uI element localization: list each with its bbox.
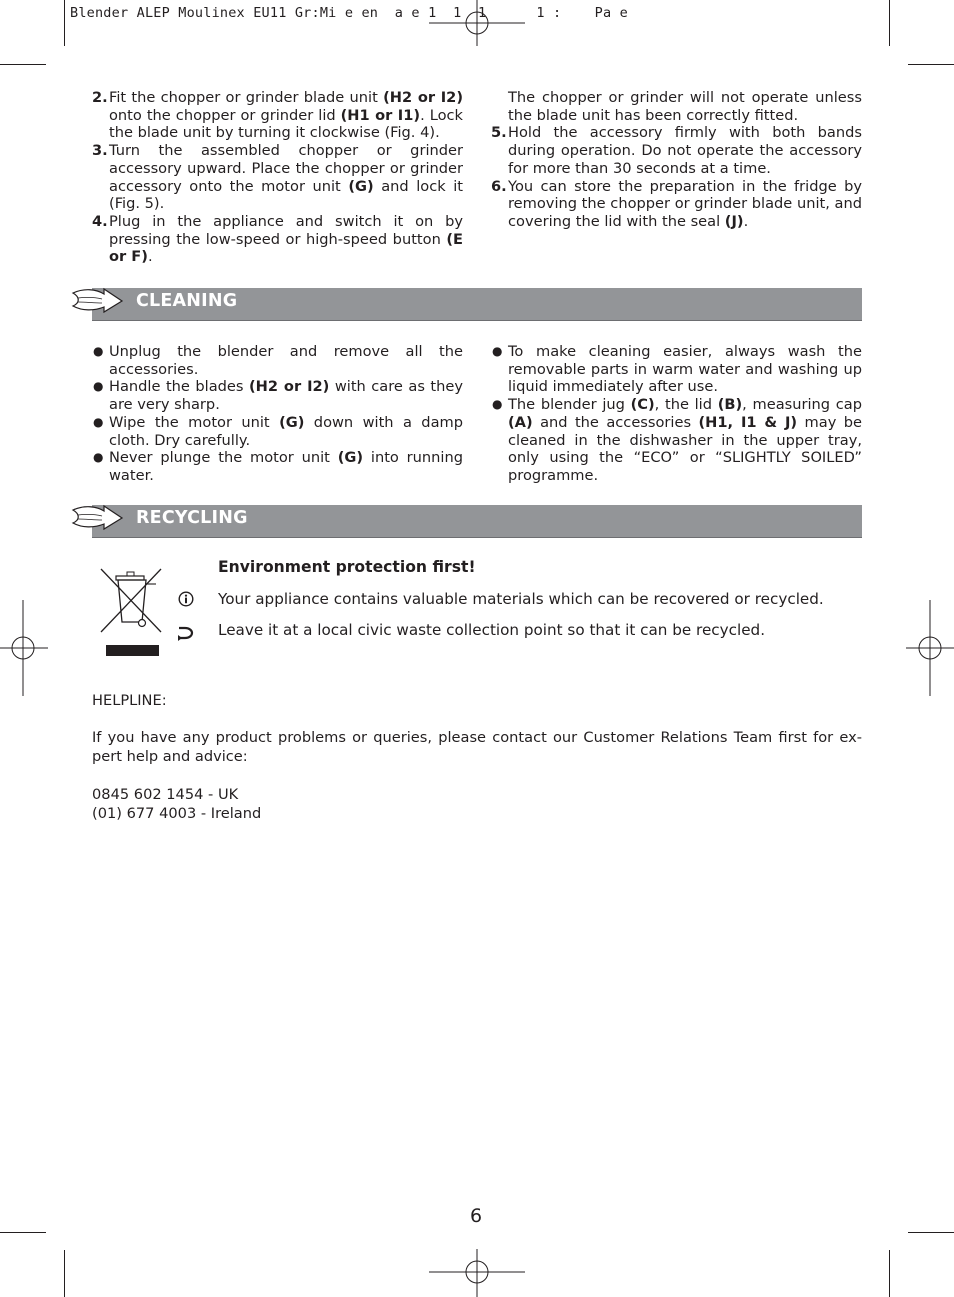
text-segment: , the lid (654, 396, 718, 414)
crop-mark (64, 0, 65, 46)
part-reference: (J) (724, 212, 744, 230)
instructions-left-column (92, 89, 463, 266)
part-reference: (G) (348, 177, 374, 195)
slug-line: Blender ALEP Moulinex EU11 Gr:Mi e en a e 1 1 1 1 : Pa e (70, 5, 628, 21)
text-segment: Plug in the appliance and switch it on by pressing the low-speed or high-speed button (109, 212, 463, 248)
cleaning-bullet-item (92, 378, 463, 413)
instruction-step (491, 124, 862, 177)
part-reference: (H1, I1 & J) (698, 413, 798, 431)
part-reference: (H1 or I1) (340, 106, 421, 124)
step-number: 5. (491, 124, 507, 142)
bullet-icon: ● (93, 450, 104, 465)
text-segment: . (147, 248, 153, 266)
environment-title: Environment protection first! (218, 558, 476, 576)
step-number: 6. (491, 177, 507, 195)
text-segment: The blender jug (508, 396, 631, 414)
helpline-text: If you have any product problems or queries, please contact our Customer Relations Team first for ex-pert help and advice: (92, 729, 862, 765)
part-reference: (C) (630, 396, 655, 414)
cleaning-right-column (491, 343, 862, 485)
text-segment: , measuring cap (742, 396, 862, 414)
instruction-step (491, 89, 862, 124)
text-segment: Wipe the motor unit (109, 413, 280, 431)
text-segment: down with a damp cloth. Dry carefully. (109, 413, 463, 449)
cleaning-bullet-item (92, 343, 463, 378)
text-segment: Fit the chopper or grinder blade unit (109, 89, 384, 106)
registration-mark-right (906, 600, 954, 696)
bullet-icon: ● (93, 344, 104, 358)
part-reference: (G) (337, 449, 364, 467)
text-segment: with care as they are very sharp. (109, 378, 463, 414)
step-number: 4. (92, 212, 108, 230)
text-segment: onto the chopper or grinder lid (109, 106, 341, 124)
part-reference: (H2 or I2) (383, 89, 463, 106)
part-reference: (G) (279, 413, 305, 431)
text-segment: To make cleaning easier, always wash the removable parts in warm water and washing up liquid immediately after use. (508, 343, 862, 396)
text-segment: Never plunge the motor unit (109, 449, 338, 467)
text-segment: Hold the accessory firmly with both bands during operation. Do not operate the accessory for more than 30 seconds at a time. (508, 124, 862, 177)
text-segment: may be cleaned in the dishwasher in the upper tray, only using the “ECO” or “SLIGHTLY SOILED” programme. (508, 413, 862, 484)
bullet-icon: ● (492, 397, 503, 412)
text-segment: and lock it (Fig. 5). (109, 177, 463, 213)
registration-mark-left (0, 600, 48, 696)
part-reference: (B) (717, 396, 743, 414)
crop-mark (889, 1250, 890, 1297)
instruction-step (491, 178, 862, 231)
registration-mark-top (429, 0, 525, 48)
instructions-right-column (491, 89, 862, 231)
bullet-icon: ● (93, 414, 104, 429)
text-segment: into running water. (109, 449, 463, 484)
text-segment: Handle the blades (109, 378, 249, 396)
text-segment: You can store the preparation in the fridge by removing the chopper or grinder blade unit, and covering the lid with the seal (508, 177, 862, 230)
cleaning-bullet-item (491, 343, 862, 396)
crop-mark (908, 64, 954, 65)
cleaning-title: CLEANING (136, 291, 238, 311)
helpline-label: HELPLINE: (92, 692, 167, 709)
crop-mark (908, 1232, 954, 1233)
bullet-icon: ● (93, 379, 104, 394)
crop-mark (0, 64, 46, 65)
crop-mark (889, 0, 890, 46)
info-icon (178, 591, 195, 608)
step-number: 2. (92, 89, 108, 106)
cleaning-bullet-item (491, 396, 862, 485)
text-segment: Unplug the blender and remove all the accessories. (109, 343, 463, 378)
text-segment: The chopper or grinder will not operate unless the blade unit has been correctly fitted. (508, 89, 862, 124)
recycle-instruction-line: Leave it at a local civic waste collection point so that it can be recycled. (218, 621, 766, 639)
text-segment: . (743, 212, 749, 230)
phone-ireland: (01) 677 4003 - Ireland (92, 805, 262, 822)
crop-mark (64, 1250, 65, 1297)
arrow-return-icon (177, 625, 195, 641)
weee-crossed-bin-icon (98, 566, 166, 658)
recycling-title: RECYCLING (136, 508, 248, 528)
recycling-section-header (92, 505, 862, 538)
cleaning-left-column (92, 343, 463, 485)
phone-uk: 0845 602 1454 - UK (92, 786, 239, 803)
part-reference: (A) (508, 413, 533, 431)
registration-mark-bottom (429, 1249, 525, 1297)
hand-arrow-icon (70, 285, 124, 321)
text-segment: . Lock the blade unit by turning it clockwise (Fig. 4). (109, 106, 463, 142)
text-segment: Turn the assembled chopper or grinder accessory upward. Place the chopper or grinder accessory onto the motor unit (109, 142, 463, 195)
instruction-step (92, 213, 463, 266)
cleaning-bullet-item (92, 449, 463, 484)
text-segment: and the accessories (532, 413, 699, 431)
part-reference: (H2 or I2) (248, 378, 330, 396)
step-number: 3. (92, 142, 108, 160)
cleaning-section-header (92, 288, 862, 321)
page-number: 6 (470, 1205, 483, 1227)
hand-arrow-icon (70, 502, 124, 538)
info-line: Your appliance contains valuable materials which can be recovered or recycled. (218, 590, 824, 608)
crop-mark (0, 1232, 46, 1233)
instruction-step (92, 142, 463, 213)
bullet-icon: ● (492, 344, 503, 358)
cleaning-bullet-item (92, 414, 463, 449)
instruction-step (92, 89, 463, 142)
part-reference: (E or F) (109, 230, 463, 266)
